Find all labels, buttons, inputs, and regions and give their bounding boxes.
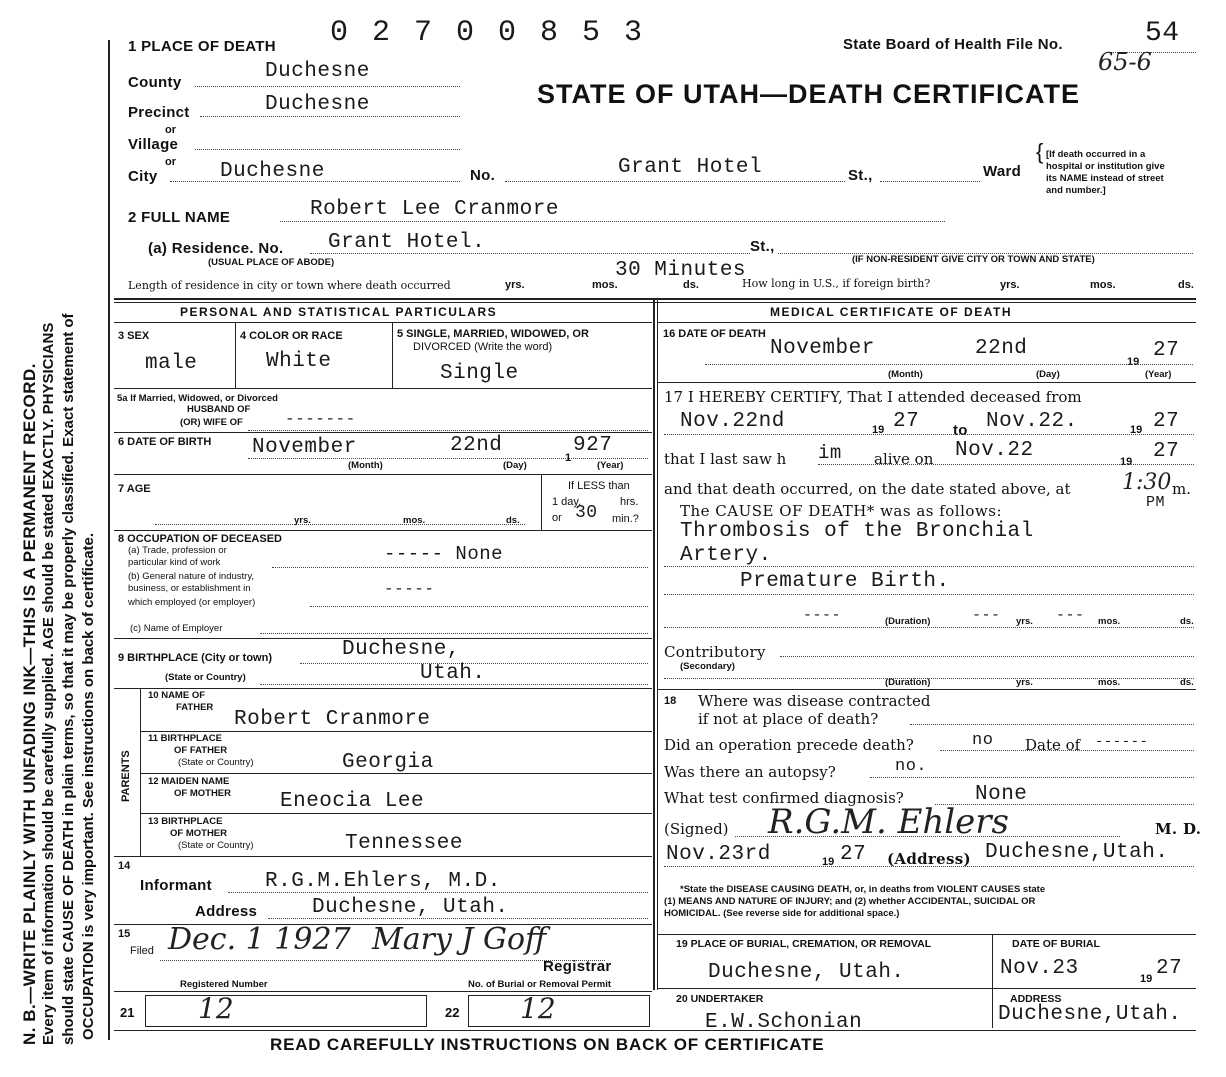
file-no-label: State Board of Health File No. [843, 36, 1063, 53]
filed-label: Filed [130, 945, 154, 957]
place-of-death-label: 1 PLACE OF DEATH [128, 38, 276, 55]
duration2-yrs: yrs. [1016, 677, 1033, 688]
duration-yrs: yrs. [1016, 616, 1033, 627]
last-saw-text: that I last saw h [664, 450, 787, 468]
registrar-signature: Mary J Goff [372, 922, 547, 957]
ward-label: Ward [983, 163, 1022, 180]
death-year: 27 [1153, 339, 1180, 362]
birthplace-state: Utah. [420, 662, 486, 685]
father-bp-value: Georgia [342, 751, 434, 774]
duration2-ds: ds. [1180, 677, 1194, 688]
mother-bp-label-1: 13 BIRTHPLACE [148, 816, 223, 827]
dob-day-label: (Day) [503, 460, 527, 471]
residence-label: (a) Residence. No. [148, 240, 284, 257]
burial-date-label: DATE OF BURIAL [1012, 938, 1100, 950]
from-year-prefix: 19 [872, 424, 885, 436]
certificate-number-stamp: 0 2 7 0 0 8 5 3 [330, 16, 646, 50]
undertaker-value: E.W.Schonian [705, 1011, 863, 1034]
signed-address: Duchesne,Utah. [985, 841, 1169, 864]
father-label-2: FATHER [176, 702, 214, 713]
sex-value: male [145, 352, 198, 375]
q18-line-1: Where was disease contracted [698, 692, 931, 710]
usual-abode-label: (USUAL PLACE OF ABODE) [208, 257, 335, 268]
length-ds: ds. [683, 279, 699, 291]
attended-to: Nov.22. [986, 410, 1078, 433]
filed-num: 15 [118, 928, 131, 940]
undertaker-address: Duchesne,Utah. [998, 1003, 1182, 1026]
signed-year-prefix: 19 [822, 856, 835, 868]
sidebar-line-1: N. B.—WRITE PLAINLY WITH UNFADING INK—THIS IS A PERMANENT RECORD. [20, 363, 39, 1045]
note-line-1: *State the DISEASE CAUSING DEATH, or, in deaths from VIOLENT CAUSES state [680, 884, 1046, 895]
street-label: St., [848, 167, 873, 184]
burial-place: Duchesne, Utah. [708, 961, 905, 984]
signed-label: (Signed) [664, 820, 729, 838]
duration2-mos: mos. [1098, 677, 1121, 688]
md-label: M. D. [1155, 820, 1202, 838]
from-year: 27 [893, 410, 920, 433]
signed-date: Nov.23rd [666, 843, 771, 866]
signed-year: 27 [840, 843, 867, 866]
burial-year-prefix: 19 [1140, 973, 1153, 985]
death-year-label: (Year) [1145, 369, 1172, 380]
precinct-label: Precinct [128, 104, 190, 121]
footer-text: READ CAREFULLY INSTRUCTIONS ON BACK OF CERTIFICATE [270, 1035, 825, 1054]
burial-label: 19 PLACE OF BURIAL, CREMATION, OR REMOVAL [676, 938, 932, 950]
cause-label: The CAUSE OF DEATH* was as follows: [680, 502, 1003, 520]
duration-label: (Duration) [885, 616, 931, 627]
note-line-2: (1) MEANS AND NATURE OF INJURY; and (2) whether ACCIDENTAL, SUICIDAL OR [664, 896, 1036, 907]
death-month-label: (Month) [888, 369, 923, 380]
date-of-death-label: 16 DATE OF DEATH [663, 328, 766, 340]
to-year-prefix: 19 [1130, 424, 1143, 436]
op-date-label: Date of [1025, 736, 1081, 754]
sidebar-line-3: should state CAUSE OF DEATH in plain terms, so that it may be properly classified. Exact statement of [60, 313, 77, 1045]
ward-note-2: hospital or institution give [1046, 161, 1165, 172]
father-value: Robert Cranmore [234, 708, 431, 731]
length-of-residence-label: Length of residence in city or town where death occurred [128, 279, 451, 292]
occ-b-3: which employed (or employer) [128, 597, 256, 608]
last-saw-him: im [818, 442, 842, 464]
less-day: 1 day, [552, 496, 582, 508]
less-min: min.? [612, 513, 639, 525]
personal-header: PERSONAL AND STATISTICAL PARTICULARS [180, 305, 498, 319]
permit-number-box [468, 995, 650, 1027]
reg-number: 12 [198, 992, 234, 1025]
sex-label: 3 SEX [118, 330, 150, 342]
duration-mos: mos. [1098, 616, 1121, 627]
column-divider [653, 300, 655, 990]
burial-year: 27 [1156, 957, 1183, 980]
county-label: County [128, 74, 182, 91]
age-mos: mos. [403, 515, 426, 526]
age-label: 7 AGE [118, 483, 151, 495]
to-label: to [953, 422, 968, 439]
physician-signature: R.G.M. Ehlers [768, 802, 1010, 842]
less-or: or [552, 512, 562, 524]
cause-line-3: Premature Birth. [740, 570, 950, 593]
occ-a-value: ----- None [384, 543, 504, 565]
last-saw-date: Nov.22 [955, 439, 1034, 462]
occurred-pm: PM [1146, 494, 1166, 511]
occ-a-1: (a) Trade, profession or [128, 545, 227, 556]
secondary-label: (Secondary) [680, 661, 735, 672]
left-border [108, 40, 110, 1040]
certify-text: 17 I HEREBY CERTIFY, That I attended deceased from [664, 388, 1082, 406]
father-label-1: 10 NAME OF [148, 690, 206, 701]
birthplace-state-label: (State or Country) [165, 672, 246, 683]
last-year-prefix: 19 [1120, 456, 1133, 468]
autopsy-label: Was there an autopsy? [664, 763, 836, 781]
op-date-value: ------ [1095, 734, 1149, 750]
spouse-label-2: HUSBAND OF [187, 404, 251, 415]
dob-year-label: (Year) [597, 460, 624, 471]
sidebar-line-2: Every item of information should be carefully supplied. AGE should be stated EXACTLY. PHYSICIANS [40, 322, 57, 1045]
occ-b-2: business, or establishment in [128, 583, 251, 594]
to-year: 27 [1153, 410, 1180, 433]
sidebar-line-4: OCCUPATION is very important. See instructions on back of certificate. [80, 532, 97, 1040]
permit-num-field: 22 [445, 1005, 460, 1020]
burial-date: Nov.23 [1000, 957, 1079, 980]
less-min-value: 30 [575, 503, 598, 523]
mother-bp-value: Tennessee [345, 832, 463, 855]
test-value: None [975, 783, 1028, 806]
street-no-label: No. [470, 167, 496, 184]
mother-bp-label-2: OF MOTHER [170, 828, 227, 839]
us-ds: ds. [1178, 279, 1194, 291]
signed-address-label: (Address) [887, 850, 971, 868]
birthplace-label: 9 BIRTHPLACE (City or town) [118, 652, 272, 664]
reg-number-label: Registered Number [180, 979, 268, 990]
father-bp-label-2: OF FATHER [174, 745, 228, 756]
mother-label-2: OF MOTHER [174, 788, 231, 799]
informant-address: Duchesne, Utah. [312, 896, 509, 919]
medical-header: MEDICAL CERTIFICATE OF DEATH [770, 305, 1012, 319]
burial-permit-label: No. of Burial or Removal Permit [468, 979, 612, 990]
color-label: 4 COLOR OR RACE [240, 330, 343, 342]
informant-value: R.G.M.Ehlers, M.D. [265, 870, 501, 893]
length-mos: mos. [592, 279, 618, 291]
spouse-value: ------- [285, 410, 356, 428]
section-divider [114, 298, 1196, 300]
registrar-label: Registrar [543, 958, 612, 975]
full-name-label: 2 FULL NAME [128, 209, 231, 226]
residence-st-label: St., [750, 238, 775, 255]
city-label: City [128, 168, 158, 185]
undertaker-label: 20 UNDERTAKER [676, 993, 764, 1005]
mother-label-1: 12 MAIDEN NAME [148, 776, 230, 787]
reg-number-box [145, 995, 427, 1027]
duration-ds: ds. [1180, 616, 1194, 627]
occurred-text: and that death occurred, on the date stated above, at [664, 480, 1071, 498]
operation-label: Did an operation precede death? [664, 736, 914, 754]
precinct-value: Duchesne [265, 93, 370, 116]
autopsy-value: no. [895, 757, 928, 776]
street-no-value: Grant Hotel [618, 156, 763, 179]
residence-value: Grant Hotel. [328, 231, 486, 254]
county-value: Duchesne [265, 60, 370, 83]
dob-month-label: (Month) [348, 460, 383, 471]
occ-b-1: (b) General nature of industry, [128, 571, 255, 582]
mother-bp-label-3: (State or Country) [178, 840, 254, 851]
informant-address-label: Address [195, 903, 258, 920]
mother-value: Eneocia Lee [280, 790, 425, 813]
less-hrs: hrs. [620, 496, 639, 508]
q18-line-2: if not at place of death? [698, 710, 879, 728]
marital-value: Single [440, 362, 519, 385]
duration-yrs-value: --- [972, 607, 1001, 624]
spouse-label-3: (OR) WIFE OF [180, 417, 243, 428]
note-line-3: HOMICIDAL. (See reverse side for additional space.) [664, 908, 900, 919]
dob-day: 22nd [450, 434, 503, 457]
ward-note-1: [If death occurred in a [1046, 149, 1146, 160]
attended-from: Nov.22nd [680, 410, 785, 433]
cause-line-1: Thrombosis of the Bronchial [680, 520, 1034, 543]
or-label-1: or [165, 124, 176, 136]
length-yrs: yrs. [505, 279, 525, 291]
death-year-prefix: 19 [1127, 356, 1140, 368]
alive-on: alive on [874, 450, 934, 468]
occ-a-2: particular kind of work [128, 557, 221, 568]
duration-value: ---- [803, 607, 842, 624]
spouse-label-1: 5a If Married, Widowed, or Divorced [117, 393, 278, 404]
death-day: 22nd [975, 337, 1028, 360]
ward-note-3: its NAME instead of street [1046, 173, 1164, 184]
permit-number: 12 [520, 992, 556, 1025]
file-no-handwritten: 65-6 [1098, 48, 1152, 76]
parents-label: PARENTS [120, 750, 132, 802]
death-month: November [770, 337, 875, 360]
us-residence-label: How long in U.S., if foreign birth? [742, 277, 931, 290]
filed-date: Dec. 1 1927 [168, 922, 351, 957]
length-of-residence-value: 30 Minutes [615, 259, 747, 282]
marital-label-2: DIVORCED (Write the word) [413, 341, 553, 353]
occurred-m: m. [1172, 480, 1191, 498]
occ-c: (c) Name of Employer [130, 623, 223, 634]
dob-year-prefix: 1 [565, 452, 572, 464]
city-value: Duchesne [220, 160, 325, 183]
cause-line-2: Artery. [680, 544, 772, 567]
informant-num: 14 [118, 860, 131, 872]
us-mos: mos. [1090, 279, 1116, 291]
age-ds: ds. [506, 515, 520, 526]
certificate-title: STATE OF UTAH—DEATH CERTIFICATE [537, 79, 1080, 109]
nonresident-label: (IF NON-RESIDENT GIVE CITY OR TOWN AND STATE) [852, 254, 1095, 265]
duration2-label: (Duration) [885, 677, 931, 688]
occupation-label: 8 OCCUPATION OF DECEASED [118, 533, 282, 545]
dob-year: 927 [573, 434, 613, 457]
ward-note-brace: { [1036, 139, 1044, 164]
color-value: White [266, 350, 332, 373]
full-name-value: Robert Lee Cranmore [310, 198, 559, 221]
undertaker-address-label: ADDRESS [1010, 993, 1062, 1005]
occurred-time: 1:30 [1122, 470, 1172, 495]
father-bp-label-3: (State or Country) [178, 757, 254, 768]
birthplace-city: Duchesne, [342, 638, 460, 661]
less-than-label: If LESS than [568, 480, 630, 492]
death-day-label: (Day) [1036, 369, 1060, 380]
q18-num: 18 [664, 695, 677, 707]
father-bp-label-1: 11 BIRTHPLACE [148, 733, 222, 744]
occ-b-value: ----- [384, 580, 435, 598]
age-yrs: yrs. [294, 515, 311, 526]
last-year: 27 [1153, 440, 1180, 463]
file-no: 54 [1145, 18, 1180, 49]
ward-note-4: and number.] [1046, 185, 1106, 196]
contributory-label: Contributory [664, 643, 766, 661]
informant-label: Informant [140, 877, 212, 894]
test-label: What test confirmed diagnosis? [664, 789, 904, 807]
reg-num-field: 21 [120, 1005, 135, 1020]
marital-label-1: 5 SINGLE, MARRIED, WIDOWED, OR [397, 328, 589, 340]
dob-month: November [252, 436, 357, 459]
village-label: Village [128, 136, 179, 153]
duration-mos-value: --- [1056, 607, 1085, 624]
us-yrs: yrs. [1000, 279, 1020, 291]
or-label-2: or [165, 156, 176, 168]
dob-label: 6 DATE OF BIRTH [118, 436, 212, 448]
operation-value: no [972, 731, 994, 750]
